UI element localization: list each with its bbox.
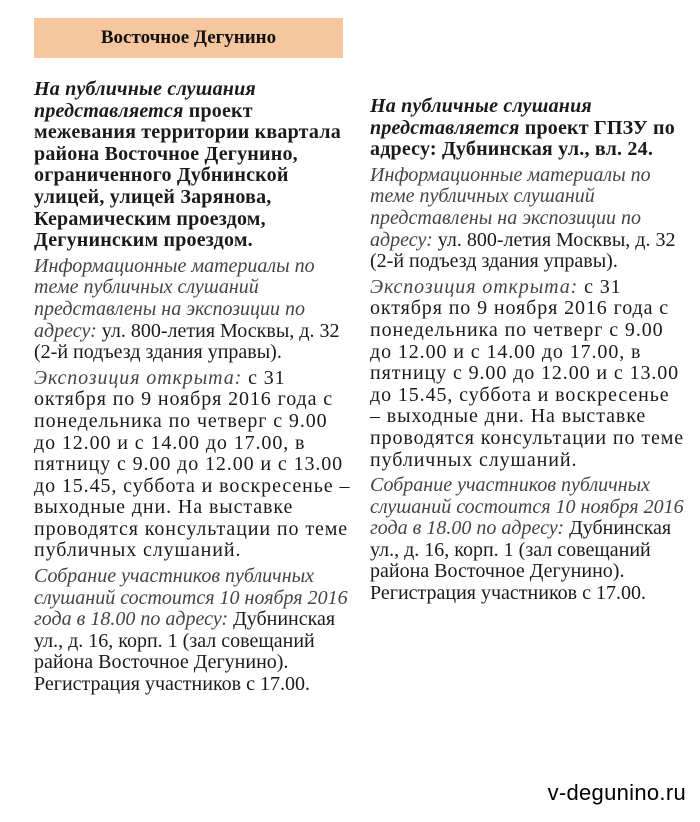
meeting-address-label: по адресу: <box>135 608 229 631</box>
info-label: Информационные материалы по теме публичных слушаний представлены на экспозиции по адресу: <box>370 163 651 251</box>
announcement-right <box>370 96 686 609</box>
meeting-label: Собрание участников публичных слушаний состоится <box>370 474 651 518</box>
info-label: Информационные материалы по теме публичных слушаний представлены на экспозиции по адресу: <box>34 254 315 342</box>
section-title <box>34 18 343 58</box>
announcement-left <box>34 79 352 700</box>
meeting-text: Дубнинская ул., д. 16, корп. 1 (зал совещаний района Восточное Дегунино). Регистрация участников с 17.00. <box>34 608 336 696</box>
lead-italic: На публичные слушания представляется <box>34 78 256 122</box>
meeting-paragraph <box>34 566 352 696</box>
meeting-date: 10 ноября 2016 года в 18.00 <box>370 495 684 540</box>
expo-paragraph <box>34 368 352 562</box>
announcement-lead <box>370 96 686 161</box>
info-paragraph <box>34 256 352 364</box>
lead-text: проект межевания территории квартала района Восточное Дегунино, ограниченного Дубнинской улицей, улицей Заряновa, Керамическим проездом, Дегунинским проездом. <box>34 99 341 252</box>
lead-text: проект ГПЗУ по адресу: Дубнинская ул., вл. 24. <box>370 116 675 161</box>
meeting-date: 10 ноября 2016 года в 18.00 <box>34 586 348 631</box>
meeting-address-label: по адресу: <box>471 517 565 540</box>
site-watermark: v-degunino.ru <box>547 780 686 805</box>
announcement-lead <box>34 79 352 252</box>
expo-text: с 31 октября по 9 ноября 2016 года с понедельника по четверг с 9.00 до 12.00 и с 14.00 до 17.00, в пятницу с 9.00 до 12.00 и с 13.00 до 15.45, суббота и воскресенье – выходные дни. На выставке проводятся консультации по теме публичных слушаний. <box>370 275 685 471</box>
meeting-text: Дубнинская ул., д. 16, корп. 1 (зал совещаний района Восточное Дегунино). Регистрация участников с 17.00. <box>370 517 672 605</box>
section-title-text: Восточное Дегунино <box>100 27 277 48</box>
meeting-paragraph <box>370 475 686 605</box>
expo-paragraph <box>370 277 686 471</box>
info-paragraph <box>370 165 686 273</box>
expo-text: с 31 октября по 9 ноября 2016 года с понедельника по четверг с 9.00 до 12.00 и с 14.00 до 17.00, в пятницу с 9.00 до 12.00 и с 13.00 до 15.45, суббота и воскресенье – выходные дни. На выставке проводятся консультации по теме публичных слушаний. <box>34 366 351 562</box>
expo-label: Экспозиция открыта: <box>34 366 243 389</box>
expo-label: Экспозиция открыта: <box>370 275 579 298</box>
info-address: ул. 800-летия Москвы, д. 32 (2-й подъезд здания управы). <box>370 228 676 273</box>
meeting-label: Собрание участников публичных слушаний состоится <box>34 565 315 609</box>
info-address: ул. 800-летия Москвы, д. 32 (2-й подъезд здания управы). <box>34 319 340 364</box>
lead-italic: На публичные слушания представляется <box>370 95 592 139</box>
